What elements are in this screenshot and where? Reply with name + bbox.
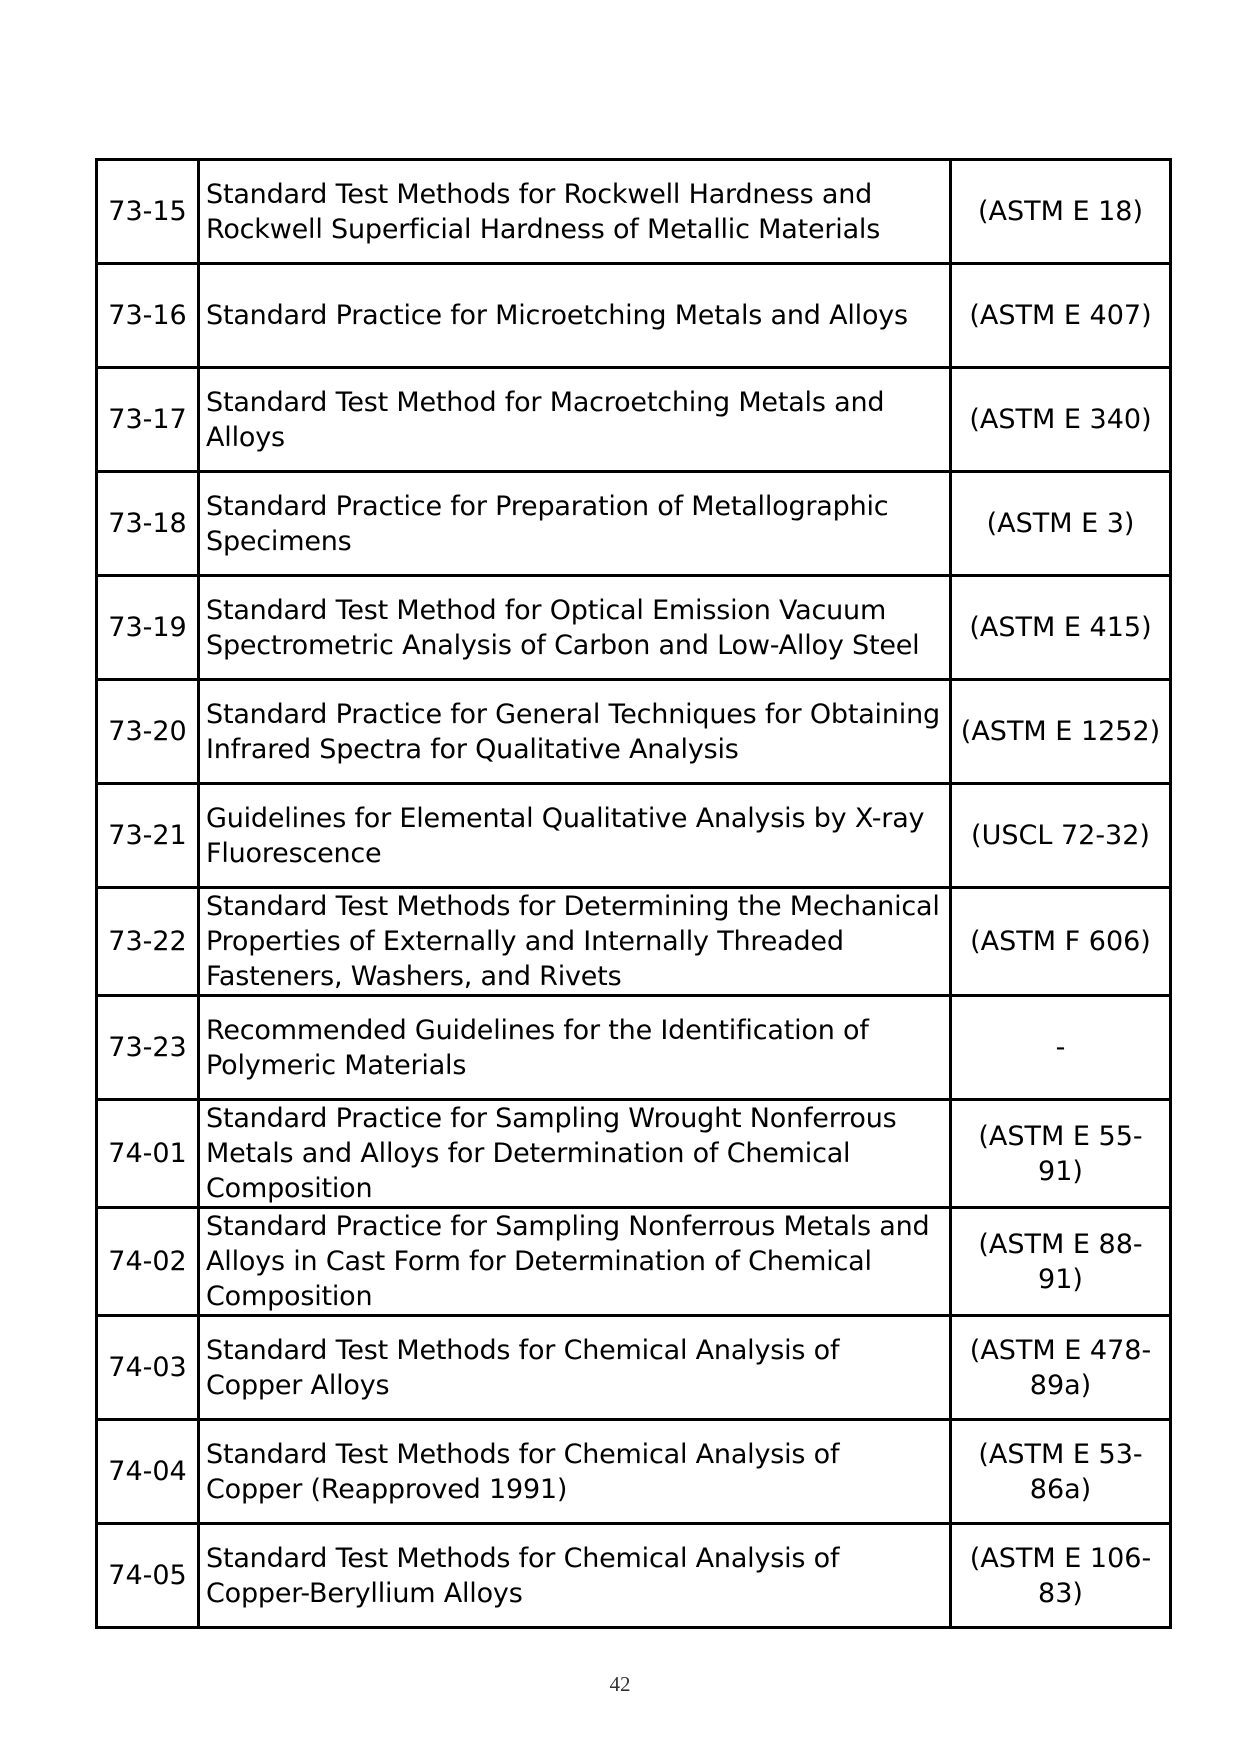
standard-reference-cell: (ASTM E 3): [951, 472, 1171, 576]
standard-title-cell: Standard Test Method for Macroetching Metals and Alloys: [199, 368, 951, 472]
standard-code-cell: 73-15: [97, 160, 199, 264]
standards-table: [95, 158, 1172, 1629]
standard-code-cell: 74-05: [97, 1524, 199, 1628]
standard-reference-cell: (ASTM E 340): [951, 368, 1171, 472]
standard-reference-cell: (ASTM E 88-91): [951, 1208, 1171, 1316]
standard-title-cell: Standard Test Method for Optical Emission Vacuum Spectrometric Analysis of Carbon and Low-Alloy Steel: [199, 576, 951, 680]
standard-reference-cell: (ASTM E 407): [951, 264, 1171, 368]
standard-reference-cell: (ASTM E 53-86a): [951, 1420, 1171, 1524]
table-row: [97, 1316, 1171, 1420]
standard-reference-cell: (ASTM E 1252): [951, 680, 1171, 784]
standard-reference-cell: (ASTM F 606): [951, 888, 1171, 996]
table-row: [97, 264, 1171, 368]
standard-code-cell: 73-23: [97, 996, 199, 1100]
standard-reference-cell: (ASTM E 106-83): [951, 1524, 1171, 1628]
table-row: [97, 1420, 1171, 1524]
standard-title-cell: Standard Test Methods for Chemical Analysis of Copper (Reapproved 1991): [199, 1420, 951, 1524]
table-row: [97, 472, 1171, 576]
standard-title-cell: Recommended Guidelines for the Identification of Polymeric Materials: [199, 996, 951, 1100]
standard-title-cell: Standard Test Methods for Determining the Mechanical Properties of Externally and Internally Threaded Fasteners, Washers, and Rivets: [199, 888, 951, 996]
standard-title-cell: Standard Practice for Sampling Nonferrous Metals and Alloys in Cast Form for Determination of Chemical Composition: [199, 1208, 951, 1316]
standard-reference-cell: (ASTM E 415): [951, 576, 1171, 680]
standard-title-cell: Standard Test Methods for Rockwell Hardness and Rockwell Superficial Hardness of Metallic Materials: [199, 160, 951, 264]
table-row: [97, 784, 1171, 888]
standard-title-cell: Standard Practice for Preparation of Metallographic Specimens: [199, 472, 951, 576]
standard-code-cell: 73-20: [97, 680, 199, 784]
table-row: [97, 888, 1171, 996]
standard-reference-cell: (ASTM E 478-89a): [951, 1316, 1171, 1420]
standard-reference-cell: -: [951, 996, 1171, 1100]
table-row: [97, 160, 1171, 264]
table-row: [97, 1100, 1171, 1208]
page-number: 42: [609, 1672, 631, 1696]
standard-code-cell: 73-22: [97, 888, 199, 996]
table-row: [97, 576, 1171, 680]
table-row: [97, 1524, 1171, 1628]
standard-title-cell: Standard Test Methods for Chemical Analysis of Copper-Beryllium Alloys: [199, 1524, 951, 1628]
table-row: [97, 996, 1171, 1100]
standard-code-cell: 74-03: [97, 1316, 199, 1420]
standard-title-cell: Standard Practice for Sampling Wrought Nonferrous Metals and Alloys for Determination of Chemical Composition: [199, 1100, 951, 1208]
standards-table-body: [97, 160, 1171, 1628]
standard-code-cell: 73-16: [97, 264, 199, 368]
standard-code-cell: 74-04: [97, 1420, 199, 1524]
standard-code-cell: 74-01: [97, 1100, 199, 1208]
standard-reference-cell: (USCL 72-32): [951, 784, 1171, 888]
standard-reference-cell: (ASTM E 55-91): [951, 1100, 1171, 1208]
standard-title-cell: Standard Practice for General Techniques for Obtaining Infrared Spectra for Qualitative Analysis: [199, 680, 951, 784]
table-row: [97, 680, 1171, 784]
standard-code-cell: 74-02: [97, 1208, 199, 1316]
table-row: [97, 368, 1171, 472]
standard-title-cell: Guidelines for Elemental Qualitative Analysis by X-ray Fluorescence: [199, 784, 951, 888]
standard-code-cell: 73-17: [97, 368, 199, 472]
standard-title-cell: Standard Practice for Microetching Metals and Alloys: [199, 264, 951, 368]
standard-title-cell: Standard Test Methods for Chemical Analysis of Copper Alloys: [199, 1316, 951, 1420]
standard-code-cell: 73-21: [97, 784, 199, 888]
standard-reference-cell: (ASTM E 18): [951, 160, 1171, 264]
standard-code-cell: 73-18: [97, 472, 199, 576]
standard-code-cell: 73-19: [97, 576, 199, 680]
table-row: [97, 1208, 1171, 1316]
